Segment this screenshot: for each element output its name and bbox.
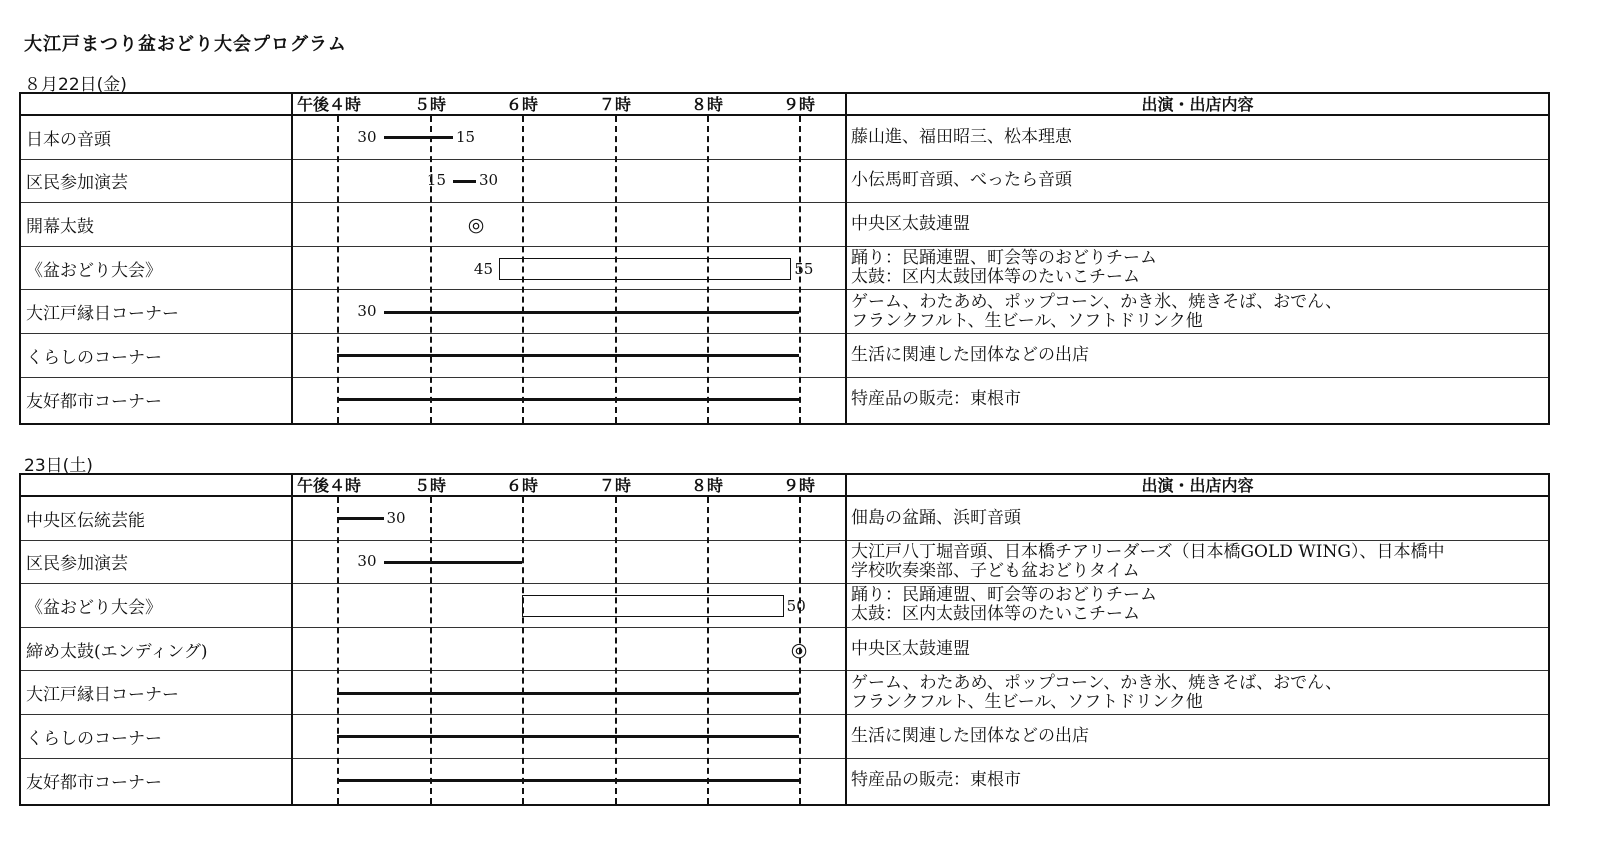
event-details [851,203,1540,246]
start-time-label: 45 [473,259,493,278]
event-detail-line: 踊り：民踊連盟、町会等のおどりチーム [851,585,1157,606]
event-name: 中央区伝統芸能 [26,510,145,531]
column-divider [845,475,847,804]
hour-label: ６時 [505,95,539,114]
time-bar [337,398,799,401]
event-detail-line: ゲーム、わたあめ、ポップコーン、かき氷、焼きそば、おでん、 [851,672,1343,693]
event-detail-line: 特産品の販売：東根市 [851,769,1021,790]
event-details [851,290,1540,333]
hour-gridline [615,116,617,423]
table-row [21,759,1548,803]
table-row [21,541,1548,585]
event-name: 《盆おどり大会》 [26,260,162,281]
table-row [21,334,1548,378]
event-name: くらしのコーナー [26,728,162,749]
hour-label: 午後４時 [297,95,362,114]
time-box [522,595,784,617]
table-row [21,715,1548,759]
time-bar [337,735,799,738]
hour-gridline [615,497,617,804]
end-time-label: 15 [456,127,476,146]
event-name: 開幕太鼓 [26,216,94,237]
event-detail-line: 踊り：民踊連盟、町会等のおどりチーム [851,248,1157,269]
event-detail-line: 学校吹奏楽部、子ども盆おどりタイム [851,560,1140,581]
event-detail-line: 太鼓：区内太鼓団体等のたいこチーム [851,604,1140,625]
info-column-header: 出演・出店内容 [1141,476,1254,495]
event-details [851,160,1540,203]
table-row [21,203,1548,247]
event-details [851,247,1540,290]
table-row [21,116,1548,160]
event-marker: ◎ [467,213,485,236]
event-name: 《盆おどり大会》 [26,597,162,618]
table-row [21,584,1548,628]
day-label-1: ８月22日(金) [24,75,127,95]
hour-label: ５時 [413,476,447,495]
hour-label: ８時 [690,95,724,114]
hour-label: ８時 [690,476,724,495]
event-detail-line: 中央区太鼓連盟 [851,213,970,234]
time-bar [337,517,384,520]
event-details [851,628,1540,671]
hour-label: 午後４時 [297,476,362,495]
event-details [851,584,1540,627]
column-divider [845,94,847,423]
event-detail-line: 中央区太鼓連盟 [851,638,970,659]
end-time-label: 50 [786,596,806,615]
start-time-label: 30 [357,127,377,146]
time-bar [384,561,523,564]
hour-gridline [799,497,801,804]
time-box [499,258,791,280]
hour-gridline [337,116,339,423]
event-detail-line: 太鼓：区内太鼓団体等のたいこチーム [851,267,1140,288]
hour-label: ５時 [413,95,447,114]
table-row [21,290,1548,334]
event-marker: ◎ [790,638,808,661]
event-detail-line: 大江戸八丁堀音頭、日本橋チアリーダーズ（日本橋GOLD WING）、日本橋中 [851,541,1445,562]
event-details [851,715,1540,758]
document-title: 大江戸まつり盆おどり大会プログラム [24,34,347,55]
hour-gridline [522,116,524,423]
hour-label: ９時 [782,95,816,114]
event-details [851,541,1540,584]
hour-gridline [430,497,432,804]
hour-label: ７時 [598,95,632,114]
hour-gridline [707,116,709,423]
event-detail-line: 藤山進、福田昭三、松本理恵 [851,126,1072,147]
event-detail-line: 生活に関連した団体などの出店 [851,344,1089,365]
time-bar [337,692,799,695]
table-row [21,247,1548,291]
event-detail-line: 生活に関連した団体などの出店 [851,725,1089,746]
time-bar [337,354,799,357]
event-detail-line: フランクフルト、生ビール、ソフトドリンク他 [851,691,1203,712]
table-row [21,160,1548,204]
schedule-table-day-2 [19,473,1550,806]
hour-gridline [522,497,524,804]
hour-gridline [799,116,801,423]
event-detail-line: 小伝馬町音頭、べったら音頭 [851,170,1072,191]
event-details [851,378,1540,422]
day-label-2: 23日(土) [24,456,93,476]
event-name: 日本の音頭 [26,129,111,150]
table-row [21,497,1548,541]
end-time-label: 30 [479,171,499,190]
end-time-label: 55 [794,259,814,278]
event-detail-line: 特産品の販売：東根市 [851,388,1021,409]
event-details [851,334,1540,377]
column-divider [291,94,293,423]
time-bar [384,311,800,314]
event-detail-line: 佃島の盆踊、浜町音頭 [851,507,1021,528]
event-name: 大江戸縁日コーナー [26,685,179,706]
event-name: くらしのコーナー [26,347,162,368]
event-name: 区民参加演芸 [26,554,128,575]
end-time-label: 30 [386,508,406,527]
start-time-label: 30 [357,552,377,571]
event-details [851,116,1540,159]
event-detail-line: ゲーム、わたあめ、ポップコーン、かき氷、焼きそば、おでん、 [851,291,1343,312]
hour-gridline [337,497,339,804]
event-name: 区民参加演芸 [26,173,128,194]
start-time-label: 15 [426,171,446,190]
info-column-header: 出演・出店内容 [1141,95,1254,114]
start-time-label: 30 [357,302,377,321]
event-name: 締め太鼓(エンディング) [26,641,208,662]
table-row [21,378,1548,422]
table-row [21,671,1548,715]
event-name: 友好都市コーナー [26,772,162,793]
event-details [851,759,1540,803]
hour-label: ７時 [598,476,632,495]
event-detail-line: フランクフルト、生ビール、ソフトドリンク他 [851,310,1203,331]
hour-gridline [430,116,432,423]
schedule-table-day-1 [19,92,1550,425]
event-details [851,497,1540,540]
column-divider [291,475,293,804]
table-row [21,628,1548,672]
time-bar [337,779,799,782]
event-name: 大江戸縁日コーナー [26,304,179,325]
event-details [851,671,1540,714]
time-bar [384,136,454,139]
hour-label: ９時 [782,476,816,495]
hour-gridline [707,497,709,804]
event-name: 友好都市コーナー [26,391,162,412]
hour-label: ６時 [505,476,539,495]
time-bar [453,180,476,183]
